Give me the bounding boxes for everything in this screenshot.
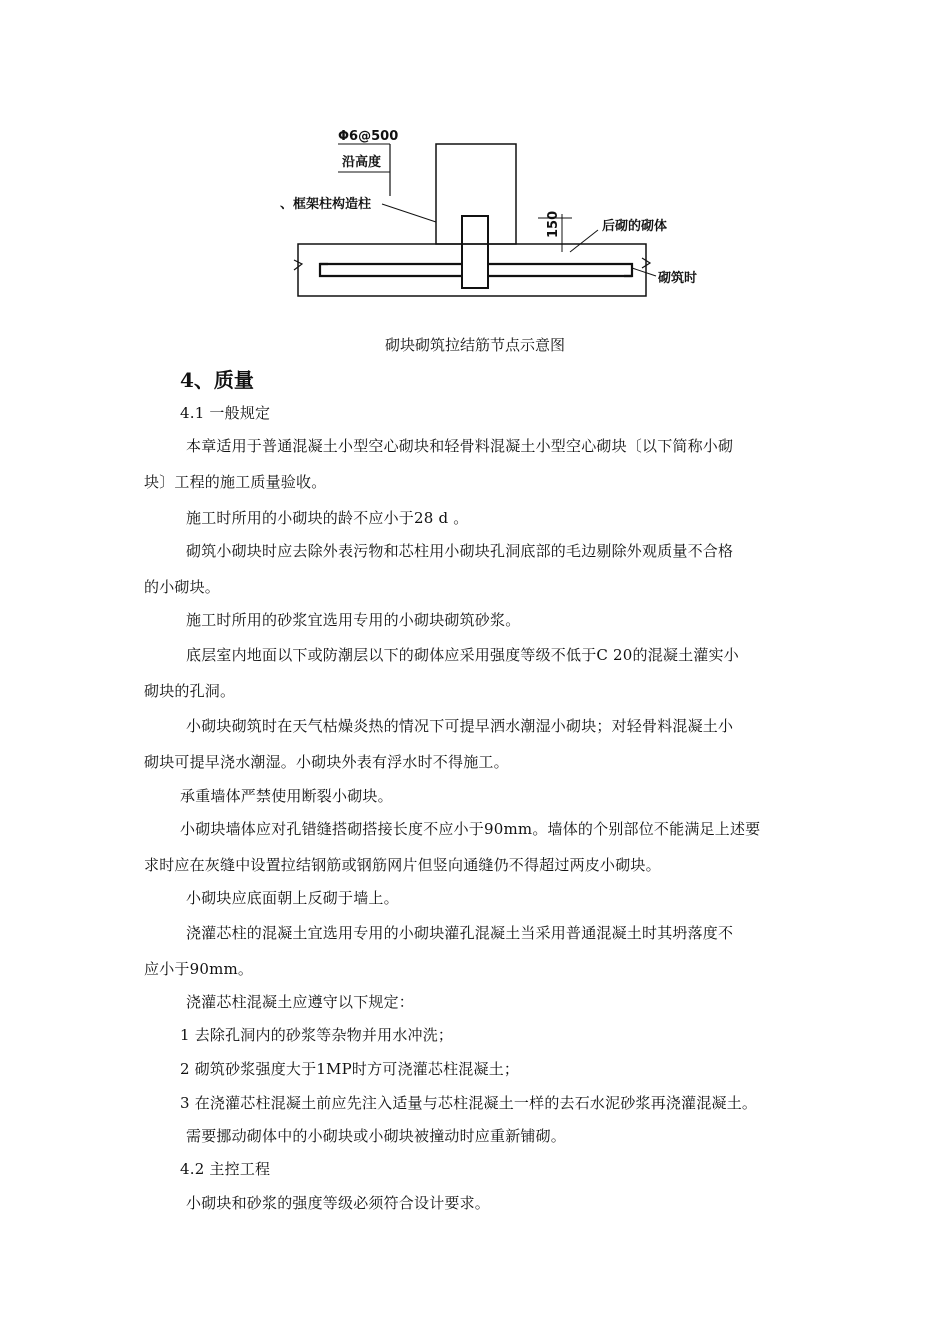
section-heading: 4、质量 — [180, 368, 254, 392]
paragraph-line: 本章适用于普通混凝土小型空心砌块和轻骨料混凝土小型空心砌块〔以下简称小砌 — [186, 437, 734, 455]
dim-label: 150 — [546, 210, 561, 238]
masonry-time-label: 砌筑时 — [658, 271, 698, 286]
column-outline — [436, 144, 516, 244]
later-masonry-label: 后砌的砌体 — [602, 219, 668, 234]
paragraph-line: 浇灌芯柱的混凝土宜选用专用的小砌块灌孔混凝土当采用普通混凝土时其坍落度不 — [186, 924, 734, 942]
list-item: 1 去除孔洞内的砂浆等杂物并用水冲洗； — [180, 1026, 454, 1044]
paragraph-line: 小砌块砌筑时在天气枯燥炎热的情况下可提早洒水潮湿小砌块；对轻骨料混凝土小 — [186, 717, 734, 735]
list-item: 3 在浇灌芯柱混凝土前应先注入适量与芯柱混凝土一样的去石水泥砂浆再浇灌混凝土。 — [180, 1094, 758, 1112]
paragraph-line: 应小于90mm。 — [144, 960, 254, 978]
paragraph-line: 砌块可提早浇水潮湿。小砌块外表有浮水时不得施工。 — [144, 753, 509, 771]
paragraph-line: 小砌块应底面朝上反砌于墙上。 — [186, 889, 399, 907]
list-item: 2 砌筑砂浆强度大于1MP时方可浇灌芯柱混凝土； — [180, 1060, 520, 1078]
paragraph-line: 承重墙体严禁使用断裂小砌块。 — [180, 787, 393, 805]
subsection-title: 4.2 主控工程 — [180, 1160, 271, 1178]
paragraph-line: 砌筑小砌块时应去除外表污物和芯柱用小砌块孔洞底部的毛边剔除外观质量不合格 — [186, 542, 734, 560]
core-rebar — [462, 216, 488, 288]
figure-caption: 砌块砌筑拉结筋节点示意图 — [384, 336, 565, 354]
paragraph-line: 底层室内地面以下或防潮层以下的砌体应采用强度等级不低于C 20的混凝土灌实小 — [186, 646, 739, 664]
paragraph-line: 小砌块和砂浆的强度等级必须符合设计要求。 — [186, 1194, 491, 1212]
paragraph-line: 砌块的孔洞。 — [144, 682, 236, 700]
rebar-node-diagram — [280, 118, 710, 323]
paragraph-line: 求时应在灰缝中设置拉结钢筋或钢筋网片但竖向通缝仍不得超过两皮小砌块。 — [144, 856, 661, 874]
column-label: 、框架柱构造柱 — [280, 197, 372, 212]
tie-bar-left — [320, 264, 462, 276]
subsection-title: 4.1 一般规定 — [180, 404, 271, 422]
paragraph-line: 施工时所用的砂浆宜选用专用的小砌块砌筑砂浆。 — [186, 611, 521, 629]
diagram-svg — [280, 118, 710, 323]
rebar-spacing-label: Φ6@500 — [338, 129, 399, 144]
paragraph-line: 块〕工程的施工质量验收。 — [144, 473, 327, 491]
paragraph-line: 需要挪动砌体中的小砌块或小砌块被撞动时应重新铺砌。 — [186, 1127, 567, 1145]
paragraph-line: 施工时所用的小砌块的龄不应小于28 d 。 — [186, 509, 469, 527]
later-masonry-leader — [570, 230, 598, 252]
paragraph-line: 小砌块墙体应对孔错缝搭砌搭接长度不应小于90mm。墙体的个别部位不能满足上述要 — [180, 820, 761, 838]
paragraph-line: 的小砌块。 — [144, 578, 221, 596]
along-height-label: 沿高度 — [342, 155, 382, 170]
tie-bar-right — [488, 264, 632, 276]
column-leader — [382, 204, 436, 222]
masonry-time-leader — [632, 268, 656, 276]
paragraph-line: 浇灌芯柱混凝土应遵守以下规定： — [186, 993, 415, 1011]
